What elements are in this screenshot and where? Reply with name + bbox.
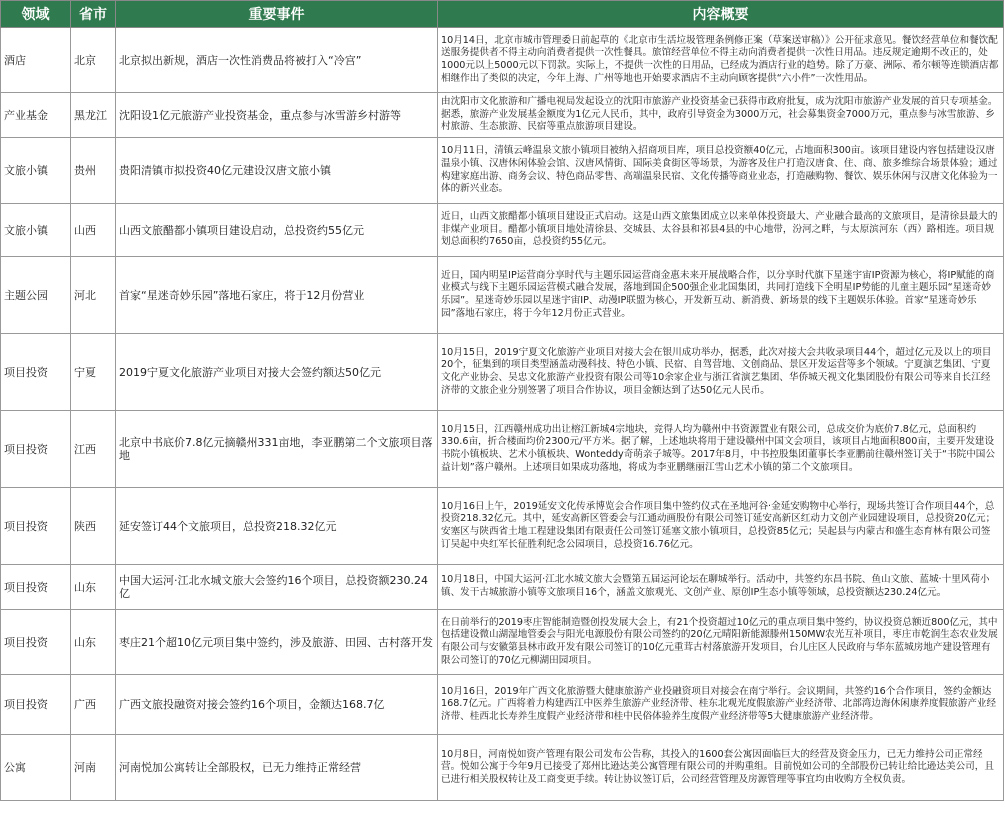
- header-event: 重要事件: [116, 1, 438, 28]
- table-row: [1, 334, 1004, 411]
- cell-summary: 10月8日，河南悦如资产管理有限公司发布公告称，其投入的1600套公寓因面临巨大的经营及资金压力，已无力维持公司正常经营。悦如公寓于今年9月已接受了郑州比逊达美公寓管理有限公司的并购重组。目前悦如公司的全部股份已转让给比逊达美公司，且已进行相关股权转让及工商变更手续。转让协议签订后，公司经营管理及房源管理等事宜均由收购方全权负责。: [438, 735, 1004, 801]
- cell-summary: 近日，山西文旅醋都小镇项目建设正式启动。这是山西文旅集团成立以来单体投资最大、产业融合最高的文旅项目，是清徐县最大的非煤产业项目。醋都小镇项目地处清徐县、交城县、太谷县和祁县4县的中心地带，汾河之畔，与太原滨河东（西）路相连。项目规划总面积约7650亩，总投资约55亿元。: [438, 204, 1004, 257]
- table-row: [1, 204, 1004, 257]
- cell-event: 中国大运河·江北水城文旅大会签约16个项目，总投资额230.24亿: [116, 565, 438, 610]
- cell-summary: 10月16日，2019年广西文化旅游暨大健康旅游产业投融资项目对接会在南宁举行。会议期间，共签约16个合作项目，签约金额达168.7亿元。广西将着力构建西江中医养生旅游产业经济带、桂东北观光度假旅游产业经济带、北部湾边海休闲康养度假旅游产业经济带、桂西北长寿养生度假产业经济带和桂中民俗体验养生度假产业经济带等5大健康旅游产业经济带。: [438, 675, 1004, 735]
- cell-event: 首家“星迷奇妙乐园”落地石家庄，将于12月份营业: [116, 257, 438, 334]
- cell-event: 贵阳清镇市拟投资40亿元建设汉唐文旅小镇: [116, 138, 438, 204]
- cell-domain: 酒店: [1, 28, 71, 93]
- cell-event: 广西文旅投融资对接会签约16个项目，金额达168.7亿: [116, 675, 438, 735]
- header-summary: 内容概要: [438, 1, 1004, 28]
- cell-domain: 主题公园: [1, 257, 71, 334]
- cell-summary: 近日，国内明星IP运营商分享时代与主题乐园运营商金惠未来开展战略合作，以分享时代旗下星迷宇宙IP资源为核心，将IP赋能的商业模式与线下主题乐园运营模式融合发展，落地到国企500强企业北国集团，共同打造线下全明星IP势能的儿童主题乐园“星迷奇妙乐园”。星迷奇妙乐园以星迷宇宙IP、动漫IP联盟为核心，开发新互动、新消费、新场景的线下主题娱乐体验。首家“星迷奇妙乐园”落地石家庄，将于今年12月份正式营业。: [438, 257, 1004, 334]
- cell-event: 北京中书底价7.8亿元摘赣州331亩地，李亚鹏第二个文旅项目落地: [116, 411, 438, 488]
- header-domain: 领域: [1, 1, 71, 28]
- table-header-row: [1, 1, 1004, 28]
- cell-summary: 10月18日，中国大运河·江北水城文旅大会暨第五届运河论坛在聊城举行。活动中，共签约东昌书院、鱼山文旅、蓝城·十里风荷小镇、发干古城旅游小镇等文旅项目16个，涵盖文旅观光、文创产业、原创IP生态小镇等领域，总投资额达230.24亿元。: [438, 565, 1004, 610]
- cell-province: 北京: [71, 28, 116, 93]
- cell-summary: 10月11日，清镇云峰温泉文旅小镇项目被纳入招商项目库，项目总投资额40亿元，占地面积300亩。该项目建设内容包括建设汉唐温泉小镇、汉唐休闲体验会馆、汉唐风情街、国际美食街区等场景，为游客及住户打造汉唐食、住、商、旅多维综合场景体验；通过构建家庭出游、商务会议、特色商品零售、高端温泉民宿、文化传播等商业业态，打造融购物、餐饮、娱乐休闲与汉唐文化体验为一体的新兴业态。: [438, 138, 1004, 204]
- cell-event: 山西文旅醋都小镇项目建设启动，总投资约55亿元: [116, 204, 438, 257]
- cell-province: 陕西: [71, 488, 116, 565]
- cell-province: 宁夏: [71, 334, 116, 411]
- cell-domain: 项目投资: [1, 610, 71, 675]
- cell-event: 沈阳设1亿元旅游产业投资基金，重点参与冰雪游乡村游等: [116, 93, 438, 138]
- cell-event: 枣庄21个超10亿元项目集中签约，涉及旅游、田园、古村落开发: [116, 610, 438, 675]
- table-row: [1, 610, 1004, 675]
- cell-domain: 项目投资: [1, 488, 71, 565]
- cell-summary: 10月14日，北京市城市管理委日前起草的《北京市生活垃圾管理条例修正案（草案送审稿）》公开征求意见。餐饮经营单位和餐饮配送服务提供者不得主动向消费者提供一次性餐具。旅馆经营单位不得主动向消费者提供一次性日用品。违反规定逾期不改正的，处1000元以上5000元以下罚款。实际上，不提供一次性的日用品，已经成为酒店行业的趋势。除了万豪、洲际、希尔顿等连锁酒店都相继作出了类似的决定，今年上海、广州等地也开始要求酒店不主动向顾客提供“六小件”一次性用品。: [438, 28, 1004, 93]
- cell-summary: 在日前举行的2019枣庄智能制造暨创投发展大会上，有21个投资超过10亿元的重点项目集中签约，协议投资总额近800亿元，其中包括建设微山湖湿地管委会与阳光电源股份有限公司签约的20亿元晴阳新能源滕州150MW农光互补项目，枣庄市乾润生态农业发展有限公司与安徽第县林市政开发有限公司签订的10亿元重茸古村落旅游开发项目，台儿庄区人民政府与华东蓝城房地产建设管理有限公司签订的70亿元柳湖田园项目。: [438, 610, 1004, 675]
- cell-province: 山东: [71, 610, 116, 675]
- table-row: [1, 565, 1004, 610]
- table-row: [1, 257, 1004, 334]
- cell-domain: 文旅小镇: [1, 138, 71, 204]
- cell-event: 延安签订44个文旅项目，总投资218.32亿元: [116, 488, 438, 565]
- table-row: [1, 93, 1004, 138]
- cell-summary: 10月16日上午，2019延安文化传承博览会合作项目集中签约仪式在圣地河谷·金延安购物中心举行，现场共签订合作项目44个，总投资218.32亿元。其中，延安高新区管委会与江通动画股份有限公司签订延安高新区红动力文创产业园建设项目，总投资20亿元；安塞区与陕西省土地工程建设集团有限责任公司签订延塞文旅小镇项目，总投资85亿元；吴起县与内蒙古和盛生态育林有限公司签订吴起中央红军长征胜利纪念公园项目，总投资16.76亿元。: [438, 488, 1004, 565]
- cell-province: 贵州: [71, 138, 116, 204]
- cell-domain: 项目投资: [1, 675, 71, 735]
- cell-province: 河北: [71, 257, 116, 334]
- cell-province: 河南: [71, 735, 116, 801]
- cell-domain: 公寓: [1, 735, 71, 801]
- table-row: [1, 735, 1004, 801]
- cell-summary: 10月15日，2019宁夏文化旅游产业项目对接大会在银川成功举办，据悉，此次对接大会共收录项目44个，超过亿元及以上的项目20个，征集到的项目类型涵盖动漫科技、特色小镇、民宿、自驾营地、文创商品、景区开发运营等多个领域。宁夏演艺集团、宁夏文化产业协会、吴忠文化旅游产业投资有限公司等10余家企业与浙江省演艺集团、华侨城天视文化集团股份有限公司等来自长江经济带的文旅企业分别签署了项目合作协议，项目金额达到了达50亿元人民币。: [438, 334, 1004, 411]
- cell-province: 江西: [71, 411, 116, 488]
- cell-domain: 项目投资: [1, 334, 71, 411]
- cell-domain: 文旅小镇: [1, 204, 71, 257]
- cell-event: 河南悦加公寓转让全部股权，已无力维持正常经营: [116, 735, 438, 801]
- cell-domain: 产业基金: [1, 93, 71, 138]
- cell-summary: 10月15日，江西赣州成功出让榕江新城4宗地块，竞得人均为赣州中书资源置业有限公司，总成交价为底价7.8亿元，总面积约330.6亩，折合楼面均价2300元/平方米。据了解，上述地块将用于建设赣州中国文会项目，该项目占地面积800亩，主要开发建设书院小镇板块、艺术小镇板块、Wonteddy奇萌亲子城等。2017年8月，中书控股集团董事长李亚鹏前往赣州签订关于“书院中国公益计划”落户赣州。上述项目如果成功落地，将成为李亚鹏继丽江雪山艺术小镇的第二个文旅项目。: [438, 411, 1004, 488]
- table-row: [1, 411, 1004, 488]
- cell-domain: 项目投资: [1, 565, 71, 610]
- cell-event: 北京拟出新规，酒店一次性消费品将被打入“冷宫”: [116, 28, 438, 93]
- cell-province: 山西: [71, 204, 116, 257]
- cell-domain: 项目投资: [1, 411, 71, 488]
- table-row: [1, 28, 1004, 93]
- cell-province: 广西: [71, 675, 116, 735]
- table-row: [1, 138, 1004, 204]
- header-province: 省市: [71, 1, 116, 28]
- table-row: [1, 675, 1004, 735]
- cell-province: 黑龙江: [71, 93, 116, 138]
- cell-event: 2019宁夏文化旅游产业项目对接大会签约额达50亿元: [116, 334, 438, 411]
- cell-province: 山东: [71, 565, 116, 610]
- table-row: [1, 488, 1004, 565]
- cell-summary: 由沈阳市文化旅游和广播电视局发起设立的沈阳市旅游产业投资基金已获得市政府批复，成为沈阳市旅游产业发展的首只专项基金。据悉，旅游产业发展基金额度为1亿元人民币，其中，政府引导资金为3000万元，社会募集资金7000万元，重点参与冰雪旅游、乡村旅游、生态旅游、民宿等重点旅游项目建设。: [438, 93, 1004, 138]
